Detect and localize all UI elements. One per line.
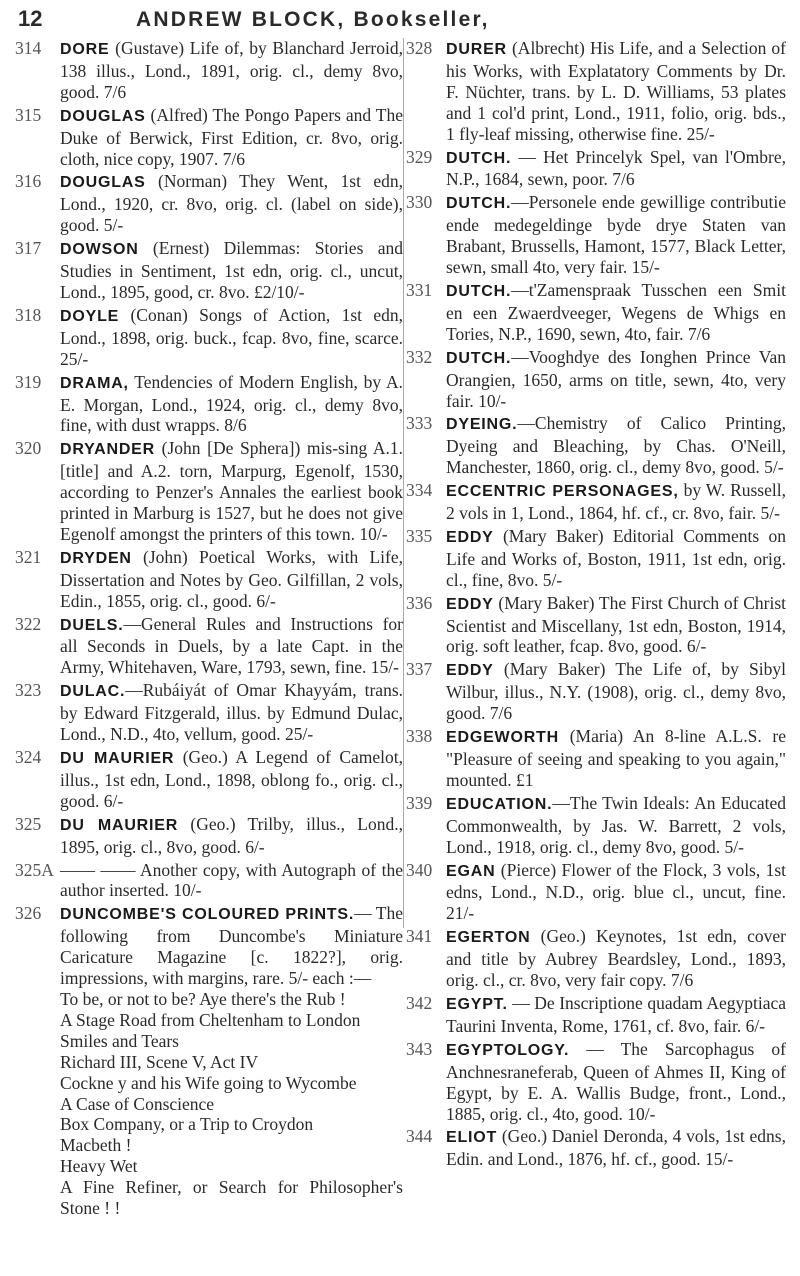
catalogue-entry xyxy=(15,546,403,612)
entry-text xyxy=(446,860,786,925)
entry-description: (Ernest) Dilemmas: Stories and Studies in Sentiment, 1st edn, orig. cl., uncut, Lond., 1895, good, cr. 8vo. £2/10/- xyxy=(60,238,403,302)
lot-number: 315 xyxy=(15,104,42,125)
print-title: Cockne y and his Wife going to Wycombe xyxy=(60,1072,357,1093)
entry-description: (Maria) An 8-line A.L.S. re "Pleasure of seeing and speaking to you again," mounted. £1 xyxy=(446,726,786,790)
catalogue-entry xyxy=(406,280,786,345)
entry-text xyxy=(60,547,403,612)
entry-description: —The Twin Ideals: An Educated Commonwealth, by Jas. W. Barrett, 2 vols, Lond., 1918, orig. cl., demy 8vo, good. 5/- xyxy=(446,792,786,857)
entry-heading: EGERTON xyxy=(446,929,531,947)
catalogue-entry xyxy=(406,480,786,524)
entry-text xyxy=(446,192,786,278)
catalogue-entry xyxy=(15,903,403,1219)
entry-heading: EGAN xyxy=(446,862,496,880)
catalogue-entry xyxy=(406,1126,786,1170)
lot-number: 314 xyxy=(15,38,42,58)
catalogue-entry xyxy=(15,747,403,812)
lot-number: 316 xyxy=(15,171,42,192)
lot-number: 320 xyxy=(15,438,42,459)
lot-number: 325A xyxy=(15,859,54,880)
catalogue-entry xyxy=(406,993,786,1037)
lot-number: 324 xyxy=(15,747,42,767)
entry-text xyxy=(60,814,403,858)
entry-text xyxy=(60,171,403,236)
entry-text xyxy=(60,747,403,812)
entry-heading: DUTCH. xyxy=(446,349,512,367)
entry-description: by W. Russell, 2 vols in 1, Lond., 1864, hf. cf., cr. 8vo, fair. 5/- xyxy=(446,480,786,524)
catalogue-entry xyxy=(406,726,786,791)
lot-number: 326 xyxy=(15,903,42,924)
entry-description: — De Inscriptione quadam Aegyptiaca Taurini Inventa, Rome, 1761, cf. 8vo, fair. 6/- xyxy=(446,992,786,1036)
entry-description: (Geo.) Keynotes, 1st edn, cover and title by Aubrey Beardsley, Lond., 1893, orig. cl., cr. 8vo, very fair copy. 7/6 xyxy=(446,926,786,991)
lot-number: 343 xyxy=(406,1038,433,1059)
entry-heading: EDGEWORTH xyxy=(446,729,559,747)
entry-description: Tendencies of Modern English, by A. E. Morgan, Lond., 1924, orig. cl., demy 8vo, fine, with dust wrapps. 8/6 xyxy=(60,371,403,436)
entry-text xyxy=(446,480,786,524)
print-title: Smiles and Tears xyxy=(60,1030,179,1051)
catalogue-entry xyxy=(15,104,403,170)
lot-number: 339 xyxy=(406,792,433,813)
entry-text xyxy=(446,147,786,191)
entry-description: — The Sarcophagus of Anchnesraneferab, Queen of Ahmes II, King of Egypt, by E. A. Wallis Budge, front., Lond., 1885, orig. cl., 4to, good. 10/- xyxy=(446,1038,786,1124)
lot-number: 325 xyxy=(15,813,42,834)
print-title: Heavy Wet xyxy=(60,1156,138,1177)
entry-text xyxy=(446,38,786,145)
entry-text xyxy=(446,1126,786,1170)
entry-text xyxy=(60,438,403,545)
entry-description: (Pierce) Flower of the Flock, 3 vols, 1st edns, Lond., N.D., orig. blue cl., uncut, fine. 21/- xyxy=(446,859,786,924)
entry-text xyxy=(446,1039,786,1125)
catalogue-entry xyxy=(15,171,403,236)
entry-text xyxy=(60,38,403,103)
entry-description: (Conan) Songs of Action, 1st edn, Lond., 1898, orig. buck., fcap. 8vo, fine, scarce. 25/- xyxy=(60,304,403,369)
entry-heading: DURER xyxy=(446,41,507,58)
entry-description: —Rubáiyát of Omar Khayyám, trans. by Edward Fitzgerald, illus. by Edmund Dulac, Lond., N.D., 4to, vellum, good. 25/- xyxy=(60,680,403,745)
entry-description: (Gustave) Life of, by Blanchard Jerroid, 138 illus., Lond., 1891, orig. cl., demy 8vo, good. 7/6 xyxy=(60,38,403,102)
catalogue-entry xyxy=(15,813,403,858)
catalogue-entry xyxy=(406,38,786,145)
catalogue-entry xyxy=(406,347,786,412)
lot-number: 330 xyxy=(406,192,433,213)
lot-number: 335 xyxy=(406,525,433,546)
lot-number: 323 xyxy=(15,680,42,701)
entry-description: —— —— Another copy, with Autograph of the author inserted. 10/- xyxy=(60,859,403,901)
entry-description: —Chemistry of Calico Printing, Dyeing and Bleaching, by Chas. O'Neill, Manchester, 1860, orig. cl., demy 8vo, good. 5/- xyxy=(446,413,786,478)
lot-number: 329 xyxy=(406,146,433,167)
print-title: A Stage Road from Cheltenham to London xyxy=(60,1009,361,1030)
entry-heading: DOUGLAS xyxy=(60,107,146,125)
catalogue-entry xyxy=(15,238,403,303)
catalogue-entry xyxy=(406,526,786,591)
entry-text xyxy=(446,793,786,858)
entry-heading: EGYPT. xyxy=(446,995,508,1013)
running-title: ANDREW BLOCK, Bookseller, xyxy=(136,8,490,31)
print-title: Box Company, or a Trip to Croydon xyxy=(60,1114,314,1135)
catalogue-entry xyxy=(406,793,786,858)
catalogue-entry xyxy=(406,192,786,278)
entry-heading: DUELS. xyxy=(60,616,124,634)
entry-heading: DORE xyxy=(60,41,110,58)
entry-heading: DRYDEN xyxy=(60,549,132,567)
entry-heading: DUNCOMBE'S COLOURED PRINTS. xyxy=(60,906,355,924)
entry-heading: DYEING. xyxy=(446,416,518,434)
entry-description: (Geo.) Daniel Deronda, 4 vols, 1st edns, Edin. and Lond., 1876, hf. cf., good. 15/- xyxy=(446,1126,786,1170)
entry-text xyxy=(60,305,403,370)
entry-heading: DRYANDER xyxy=(60,441,156,459)
lot-number: 319 xyxy=(15,371,42,392)
entry-description: —General Rules and Instructions for all Seconds in Duels, by a late Capt. in the Army, Whitehaven, Ware, 1793, sewn, fine. 15/- xyxy=(60,613,403,678)
catalogue-entry xyxy=(406,593,786,658)
lot-number: 341 xyxy=(406,926,433,947)
lot-number: 322 xyxy=(15,613,42,634)
lot-number: 344 xyxy=(406,1126,433,1147)
entry-heading: DUTCH. xyxy=(446,282,512,300)
entry-description: (John) Poetical Works, with Life, Dissertation and Notes by Geo. Gilfillan, 2 vols, Edin., 1855, orig. cl., good. 6/- xyxy=(60,546,403,611)
lot-number: 334 xyxy=(406,480,433,501)
catalogue-entry xyxy=(406,659,786,724)
entry-text xyxy=(446,659,786,724)
entry-description: (Geo.) Trilby, illus., Lond., 1895, orig. cl., 8vo, good. 6/- xyxy=(60,813,403,857)
catalogue-entry xyxy=(406,860,786,925)
entry-text xyxy=(446,593,786,658)
entry-description: —t'Zamenspraak Tusschen een Smit en een Zwaerdveeger, Wegens de Whigs en Tories, N.P., 1690, sewn, 4to, fair. 7/6 xyxy=(446,279,786,344)
lot-number: 328 xyxy=(406,38,433,58)
page-header xyxy=(18,6,782,34)
entry-heading: EDDY xyxy=(446,528,494,546)
entry-description: (Albrecht) His Life, and a Selection of his Works, with Explatatory Comments by Dr. F. Nüchter, trans. by L. D. Williams, 53 plates and 1 col'd print, Lond., 1911, folio, orig. bds., 1 fly-leaf missing, otherwise fine. 25/- xyxy=(446,38,786,144)
catalogue-entry xyxy=(15,859,403,902)
entry-text xyxy=(60,860,403,902)
entry-text xyxy=(446,993,786,1037)
entry-description: (Mary Baker) The First Church of Christ Scientist and Miscellany, 1st edn, Boston, 1914, orig. soft leather, fcap. 8vo, good. 6/- xyxy=(446,592,786,657)
entry-heading: EDDY xyxy=(446,662,494,680)
lot-number: 317 xyxy=(15,238,42,259)
lot-number: 331 xyxy=(406,279,433,300)
entry-description: (Norman) They Went, 1st edn, Lond., 1920, cr. 8vo, orig. cl. (label on side), good. 5/- xyxy=(60,171,403,236)
entry-text xyxy=(446,926,786,991)
entry-text xyxy=(60,903,403,1219)
entry-heading: DU MAURIER xyxy=(60,816,179,834)
entry-description: (John [De Sphera]) mis-sing A.1. [title] and A.2. torn, Marpurg, Egenolf, 1530, according to Penzer's Annales the earliest book printed in Marburg is 1527, but he does not give Egenolf amongst the printers of this town. 10/- xyxy=(60,438,403,544)
catalogue-entry xyxy=(15,680,403,745)
entry-heading: EDDY xyxy=(446,595,494,613)
catalogue-entry xyxy=(406,147,786,191)
entry-heading: ECCENTRIC PERSONAGES, xyxy=(446,483,679,501)
entry-heading: EGYPTOLOGY. xyxy=(446,1041,570,1059)
entry-text xyxy=(60,680,403,745)
entry-text xyxy=(446,526,786,591)
entry-text xyxy=(446,413,786,478)
lot-number: 342 xyxy=(406,992,433,1013)
entry-description: (Alfred) The Pongo Papers and The Duke of Berwick, First Edition, cr. 8vo, orig. cloth, nice copy, 1907. 7/6 xyxy=(60,104,403,169)
entry-text xyxy=(60,614,403,679)
lot-number: 318 xyxy=(15,304,42,325)
catalogue-entry xyxy=(15,304,403,370)
catalogue-entry xyxy=(15,371,403,437)
lot-number: 333 xyxy=(406,413,433,434)
entry-description: — The following from Duncombe's Miniature Caricature Magazine [c. 1822?], orig. impressions, with margins, rare. 5/- each :— xyxy=(60,903,403,989)
entry-text xyxy=(60,105,403,170)
catalogue-entry xyxy=(15,438,403,545)
print-title: A Fine Refiner, or Search for Philosopher's Stone ! ! xyxy=(60,1177,403,1219)
entry-description: (Mary Baker) Editorial Comments on Life and Works of, Boston, 1911, 1st edn, orig. cl., fine, 8vo. 5/- xyxy=(446,525,786,590)
entry-heading: DOWSON xyxy=(60,241,139,259)
lot-number: 337 xyxy=(406,659,433,680)
entry-text xyxy=(446,347,786,412)
entry-heading: DOUGLAS xyxy=(60,174,146,192)
entry-heading: DUTCH. xyxy=(446,149,512,167)
lot-number: 321 xyxy=(15,546,42,567)
entry-heading: ELIOT xyxy=(446,1129,498,1147)
lot-number: 332 xyxy=(406,346,433,367)
entry-text xyxy=(446,726,786,791)
entry-heading: DUTCH. xyxy=(446,195,512,213)
catalogue-entry xyxy=(15,38,403,103)
entry-text xyxy=(446,280,786,345)
print-title: Richard III, Scene V, Act IV xyxy=(60,1051,259,1072)
entry-description: —Vooghdye des Ionghen Prince Van Orangien, 1650, arms on title, sewn, 4to, very fair. 10/- xyxy=(446,346,786,411)
entry-heading: DOYLE xyxy=(60,307,120,325)
catalogue-entry xyxy=(406,1039,786,1125)
lot-number: 336 xyxy=(406,592,433,613)
column-divider xyxy=(403,38,404,928)
print-title: To be, or not to be? Aye there's the Rub ! xyxy=(60,988,346,1009)
entry-description: (Mary Baker) The Life of, by Sibyl Wilbur, illus., N.Y. (1908), orig. cl., demy 8vo, good. 7/6 xyxy=(446,659,786,724)
left-column xyxy=(15,38,403,1221)
catalogue-entry xyxy=(15,613,403,679)
lot-number: 340 xyxy=(406,859,433,880)
print-title: A Case of Conscience xyxy=(60,1093,215,1114)
catalogue-entry xyxy=(406,413,786,478)
entry-description: — Het Princelyk Spel, van l'Ombre, N.P., 1684, sewn, poor. 7/6 xyxy=(446,146,786,190)
entry-heading: DU MAURIER xyxy=(60,750,175,767)
entry-description: —Personele ende gewillige contributie ende medegeldinge byde drye Staten van Brabant, Brussells, Hamont, 1577, Black Letter, sewn, small 4to, very fair. 15/- xyxy=(446,192,786,278)
entry-heading: EDUCATION. xyxy=(446,795,553,813)
entry-heading: DULAC. xyxy=(60,683,126,701)
catalogue-entry xyxy=(406,926,786,991)
entry-heading: DRAMA, xyxy=(60,374,129,392)
print-title: Macbeth ! xyxy=(60,1135,132,1156)
entry-text xyxy=(60,372,403,437)
entry-description: (Geo.) A Legend of Camelot, illus., 1st edn, Lond., 1898, oblong fo., orig. cl., good. 6/- xyxy=(60,747,403,811)
right-column xyxy=(406,38,786,1172)
entry-text xyxy=(60,238,403,303)
page-number: 12 xyxy=(18,6,43,31)
lot-number: 338 xyxy=(406,726,433,747)
